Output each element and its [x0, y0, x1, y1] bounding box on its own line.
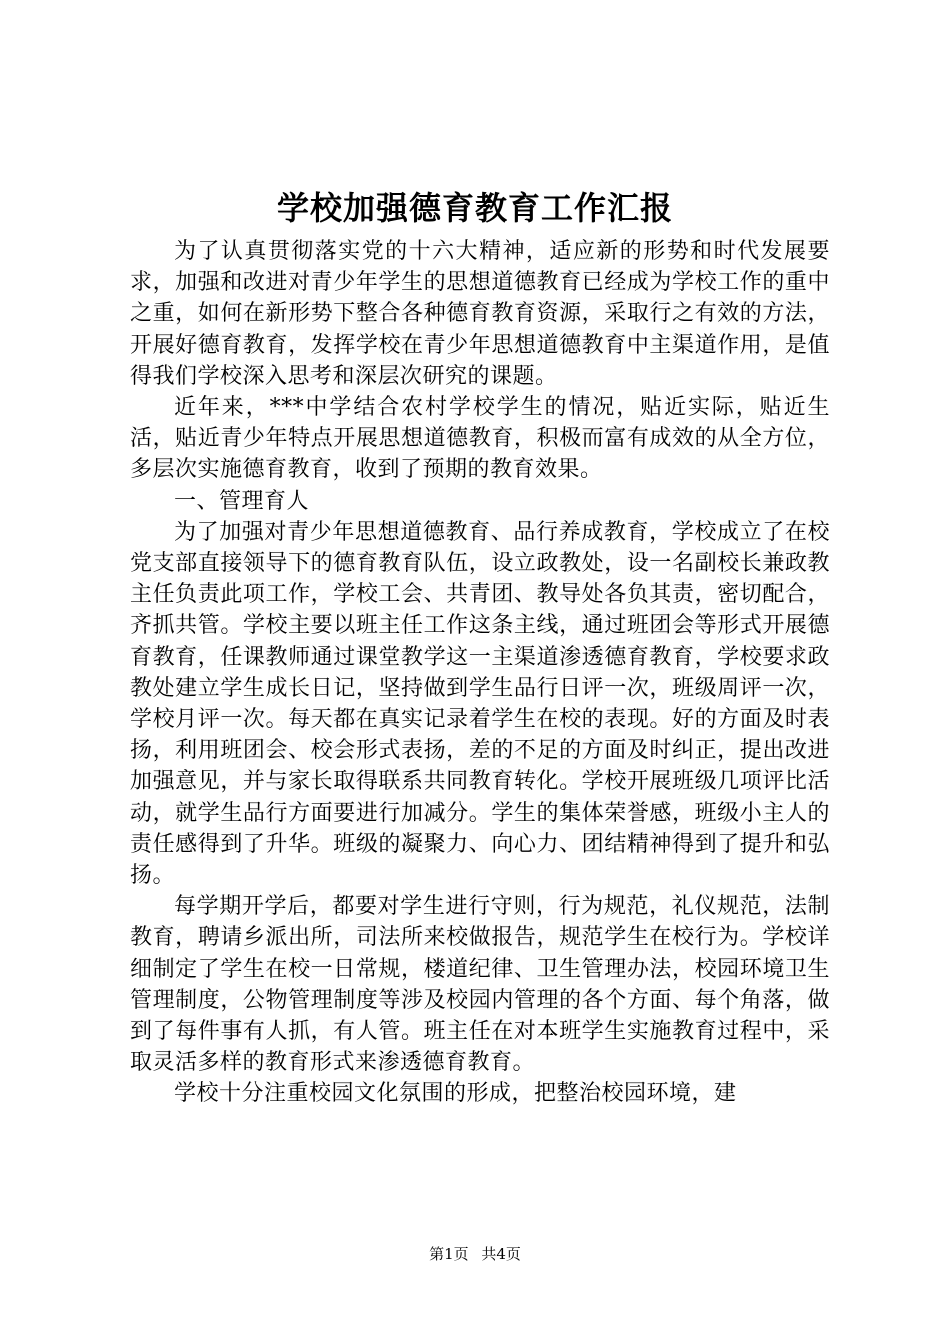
page-total: 共4页 — [481, 1245, 521, 1263]
document-body — [130, 236, 830, 1110]
document-title: 学校加强德育教育工作汇报 — [276, 189, 673, 227]
paragraph-overview: 近年来，***中学结合农村学校学生的情况，贴近实际，贴近生活，贴近青少年特点开展思想道德教育，积极而富有成效的从全方位，多层次实施德育教育，收到了预期的教育效果。 — [130, 395, 830, 483]
paragraph-management: 为了加强对青少年思想道德教育、品行养成教育，学校成立了在校党支部直接领导下的德育教育队伍，设立政教处，设一名副校长兼政教主任负责此项工作，学校工会、共青团、教导处各负其责，密切配合，齐抓共管。学校主要以班主任工作这条主线，通过班团会等形式开展德育教育，任课教师通过课堂教学这一主渠道渗透德育教育，学校要求政教处建立学生成长日记，坚持做到学生品行日评一次，班级周评一次，学校月评一次。每天都在真实记录着学生在校的表现。好的方面及时表扬，利用班团会、校会形式表扬，差的不足的方面及时纠正，提出改进加强意见，并与家长取得联系共同教育转化。学校开展班级几项评比活动，就学生品行方面要进行加减分。学生的集体荣誉感，班级小主人的责任感得到了升华。班级的凝聚力、向心力、团结精神得到了提升和弘扬。 — [130, 519, 830, 889]
paragraph-campus-culture: 学校十分注重校园文化氛围的形成，把整治校园环境，建 — [174, 1081, 737, 1107]
paragraph-intro: 为了认真贯彻落实党的十六大精神，适应新的形势和时代发展要求，加强和改进对青少年学生的思想道德教育已经成为学校工作的重中之重，如何在新形势下整合各种德育教育资源，采取行之有效的方法，开展好德育教育，发挥学校在青少年思想道德教育中主渠道作用，是值得我们学校深入思考和深层次研究的课题。 — [130, 239, 830, 389]
page-number: 第1页 — [429, 1245, 469, 1263]
page-footer — [0, 1243, 950, 1265]
paragraph-regulations: 每学期开学后，都要对学生进行守则，行为规范，礼仪规范，法制教育，聘请乡派出所，司法所来校做报告，规范学生在校行为。学校详细制定了学生在校一日常规，楼道纪律、卫生管理办法，校园环境卫生管理制度，公物管理制度等涉及校园内管理的各个方面、每个角落，做到了每件事有人抓，有人管。班主任在对本班学生实施教育过程中，采取灵活多样的教育形式来渗透德育教育。 — [130, 894, 830, 1076]
section-heading-management: 一、管理育人 — [174, 488, 310, 514]
